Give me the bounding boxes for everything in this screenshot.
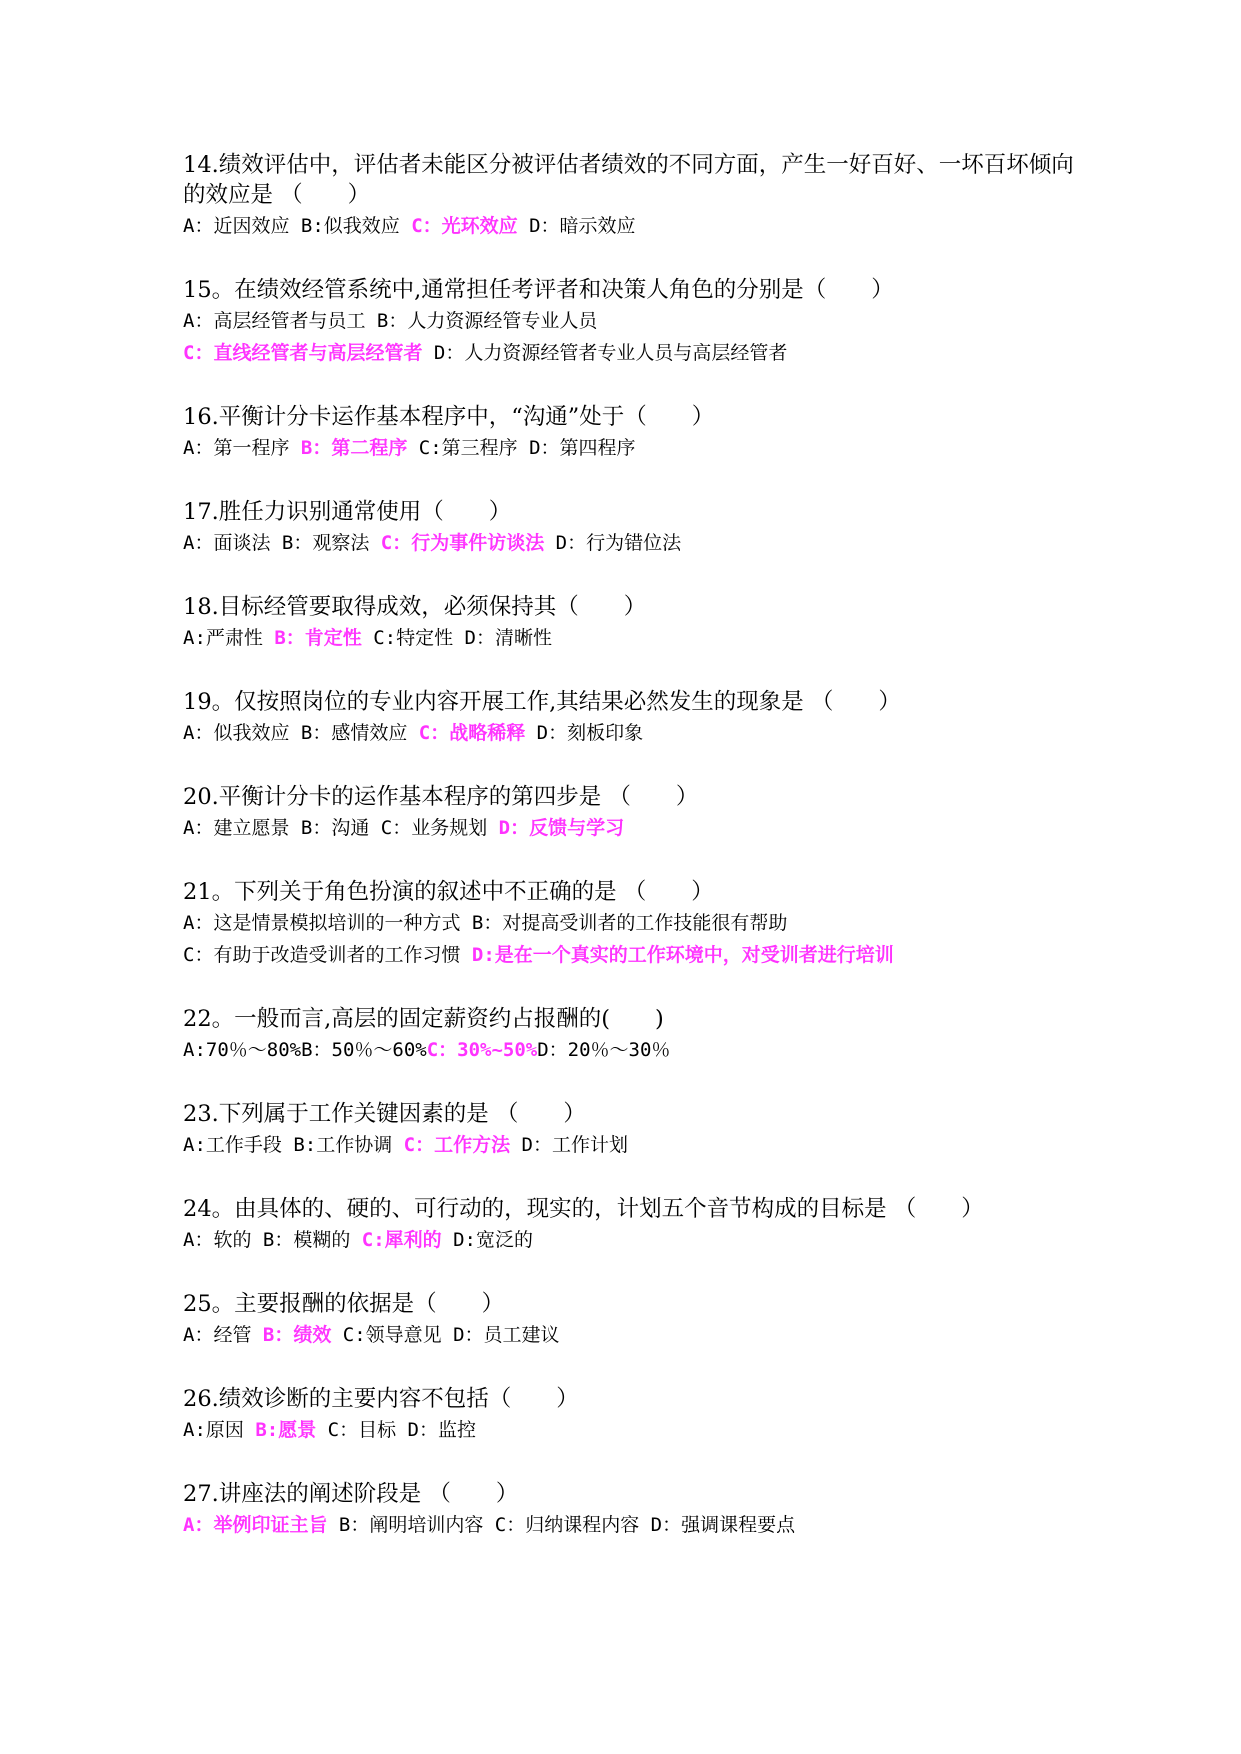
question-text: 22。一般而言,高层的固定薪资约占报酬的( ) <box>183 1006 664 1032</box>
option-text: A：似我效应 B：感情效应 <box>183 722 419 744</box>
question-block <box>183 1479 1083 1541</box>
option-text: A：高层经管者与员工 B：人力资源经管专业人员 <box>183 310 598 332</box>
option-text: A：软的 B：模糊的 <box>183 1229 362 1251</box>
options-line <box>183 1414 1083 1446</box>
option-text: A：第一程序 <box>183 437 301 459</box>
question-text: 24。由具体的、硬的、可行动的，现实的，计划五个音节构成的目标是 （ ） <box>183 1196 984 1222</box>
question-block <box>183 275 1083 369</box>
options-line <box>183 337 1083 369</box>
option-text: D:宽泛的 <box>441 1229 533 1251</box>
option-text: C：有助于改造受训者的工作习惯 <box>183 944 472 966</box>
question-text: 15。在绩效经管系统中,通常担任考评者和决策人角色的分别是（ ） <box>183 277 894 303</box>
option-text: C：目标 D：监控 <box>316 1419 476 1441</box>
options-line <box>183 1319 1083 1351</box>
question-block <box>183 1194 1083 1256</box>
option-text: A：建立愿景 B：沟通 C：业务规划 <box>183 817 499 839</box>
question-text: 14.绩效评估中，评估者未能区分被评估者绩效的不同方面，产生一好百好、一坏百坏倾向的效应是 （ ） <box>183 152 1074 208</box>
question-text: 27.讲座法的阐述阶段是 （ ） <box>183 1481 519 1507</box>
answer-option: C：30%~50% <box>426 1039 538 1061</box>
question-block <box>183 1384 1083 1446</box>
question-block <box>183 687 1083 749</box>
question-block <box>183 497 1083 559</box>
answer-option: C：光环效应 <box>411 215 518 237</box>
answer-option: B：第二程序 <box>300 437 408 459</box>
question-block <box>183 150 1083 242</box>
options-line <box>183 1509 1083 1541</box>
options-line <box>183 210 1083 242</box>
option-text: A：面谈法 B：观察法 <box>183 532 381 554</box>
option-text: C:领导意见 D：员工建议 <box>331 1324 560 1346</box>
answer-option: C：工作方法 <box>403 1134 511 1156</box>
question-text: 17.胜任力识别通常使用（ ） <box>183 499 512 525</box>
options-line <box>183 939 1083 971</box>
question-block <box>183 402 1083 464</box>
answer-option: C：直线经管者与高层经管者 <box>183 342 423 364</box>
question-text: 16.平衡计分卡运作基本程序中，“沟通”处于（ ） <box>183 404 715 430</box>
question-block <box>183 782 1083 844</box>
options-line <box>183 527 1083 559</box>
options-line <box>183 432 1083 464</box>
option-text: D：20％～30％ <box>537 1039 671 1061</box>
options-line <box>183 1034 1083 1066</box>
answer-option: D：反馈与学习 <box>498 817 625 839</box>
answer-option: B:愿景 <box>255 1419 317 1441</box>
option-text: B：阐明培训内容 C：归纳课程内容 D：强调课程要点 <box>327 1514 796 1536</box>
answer-option: C:犀利的 <box>361 1229 442 1251</box>
options-line <box>183 717 1083 749</box>
question-text: 25。主要报酬的依据是（ ） <box>183 1291 505 1317</box>
option-text: C:第三程序 D：第四程序 <box>407 437 636 459</box>
option-text: C:特定性 D：清晰性 <box>361 627 552 649</box>
options-line <box>183 1224 1083 1256</box>
question-block <box>183 1004 1083 1066</box>
option-text: D：刻板印象 <box>525 722 644 744</box>
option-text: A:70％～80%B：50％～60% <box>183 1039 427 1061</box>
options-line <box>183 812 1083 844</box>
answer-option: D:是在一个真实的工作环境中，对受训者进行培训 <box>471 944 894 966</box>
question-text: 23.下列属于工作关键因素的是 （ ） <box>183 1101 586 1127</box>
question-text: 19。仅按照岗位的专业内容开展工作,其结果必然发生的现象是 （ ） <box>183 689 901 715</box>
option-text: A：近因效应 B:似我效应 <box>183 215 412 237</box>
answer-option: B：绩效 <box>262 1324 332 1346</box>
option-text: D：工作计划 <box>510 1134 628 1156</box>
options-line <box>183 622 1083 654</box>
question-text: 26.绩效诊断的主要内容不包括（ ） <box>183 1386 579 1412</box>
option-text: A:工作手段 B:工作协调 <box>183 1134 404 1156</box>
answer-option: B：肯定性 <box>274 627 362 649</box>
option-text: D：暗示效应 <box>517 215 636 237</box>
answer-option: C：行为事件访谈法 <box>380 532 545 554</box>
options-line <box>183 907 1083 939</box>
question-text: 20.平衡计分卡的运作基本程序的第四步是 （ ） <box>183 784 699 810</box>
answer-option: A：举例印证主旨 <box>183 1514 328 1536</box>
option-text: D：人力资源经管者专业人员与高层经管者 <box>422 342 788 364</box>
question-block <box>183 877 1083 971</box>
question-block <box>183 592 1083 654</box>
question-list <box>183 150 1083 1574</box>
question-text: 21。下列关于角色扮演的叙述中不正确的是 （ ） <box>183 879 714 905</box>
option-text: A:原因 <box>183 1419 256 1441</box>
answer-option: C：战略稀释 <box>418 722 526 744</box>
option-text: A：经管 <box>183 1324 263 1346</box>
options-line <box>183 305 1083 337</box>
question-block <box>183 1289 1083 1351</box>
question-block <box>183 1099 1083 1161</box>
option-text: D：行为错位法 <box>544 532 682 554</box>
question-text: 18.目标经管要取得成效，必须保持其（ ） <box>183 594 647 620</box>
option-text: A:严肃性 <box>183 627 275 649</box>
option-text: A：这是情景模拟培训的一种方式 B：对提高受训者的工作技能很有帮助 <box>183 912 788 934</box>
options-line <box>183 1129 1083 1161</box>
